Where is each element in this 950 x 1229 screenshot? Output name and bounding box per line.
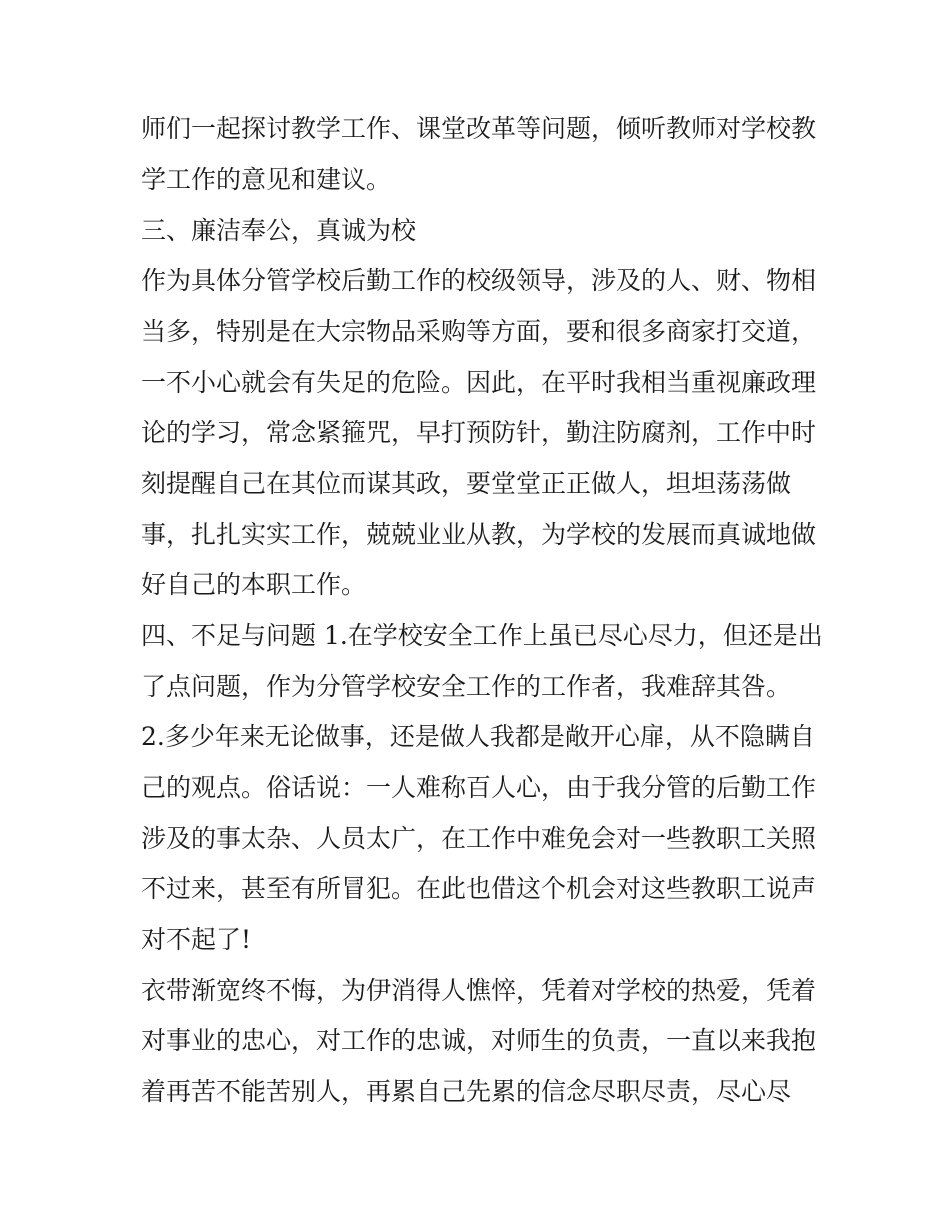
text-line: 对事业的忠心，对工作的忠诚，对师生的负责，一直以来我抱 xyxy=(141,1026,817,1055)
text-line: 当多，特别是在大宗物品采购等方面，要和很多商家打交道， xyxy=(141,317,817,346)
text-line: 学工作的意见和建议。 xyxy=(141,165,392,194)
text-line: 事，扎扎实实工作，兢兢业业从教，为学校的发展而真诚地做 xyxy=(141,520,817,549)
text-line: 2.多少年来无论做事，还是做人我都是敞开心扉，从不隐瞒自 xyxy=(141,722,815,751)
text-line: 涉及的事太杂、人员太广，在工作中难免会对一些教职工关照 xyxy=(141,824,817,853)
text-line: 师们一起探讨教学工作、课堂改革等问题，倾听教师对学校教 xyxy=(141,114,817,143)
section-heading: 三、廉洁奉公，真诚为校 xyxy=(141,216,417,245)
text-line: 对不起了! xyxy=(141,925,252,954)
text-line: 刻提醒自己在其位而谋其政，要堂堂正正做人，坦坦荡荡做 xyxy=(141,469,792,498)
text-line: 作为具体分管学校后勤工作的校级领导，涉及的人、财、物相 xyxy=(141,266,817,295)
text-line: 着再苦不能苦别人，再累自己先累的信念尽职尽责，尽心尽 xyxy=(141,1077,792,1106)
text-line: 了点问题，作为分管学校安全工作的工作者，我难辞其咎。 xyxy=(141,672,792,701)
text-line: 不过来，甚至有所冒犯。在此也借这个机会对这些教职工说声 xyxy=(141,874,817,903)
text-line: 好自己的本职工作。 xyxy=(141,570,367,599)
text-line: 论的学习，常念紧箍咒，早打预防针，勤注防腐剂，工作中时 xyxy=(141,418,817,447)
section-heading: 四、不足与问题 1.在学校安全工作上虽已尽心尽力，但还是出 xyxy=(141,621,823,650)
text-line: 己的观点。俗话说：一人难称百人心，由于我分管的后勤工作 xyxy=(141,773,817,802)
text-line: 一不小心就会有失足的危险。因此，在平时我相当重视廉政理 xyxy=(141,368,817,397)
text-line: 衣带渐宽终不悔，为伊消得人憔悴，凭着对学校的热爱，凭着 xyxy=(141,976,817,1005)
